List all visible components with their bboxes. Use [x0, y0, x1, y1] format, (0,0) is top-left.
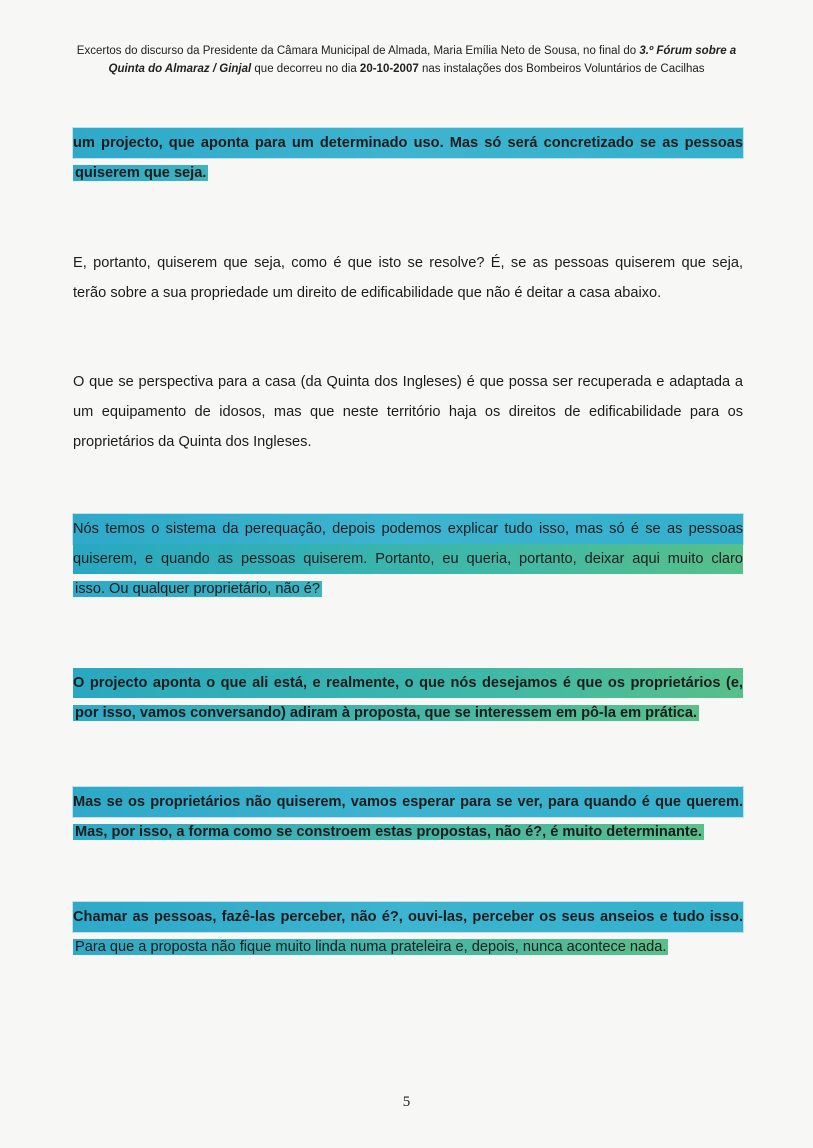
header-forum-title-1: 3.º Fórum sobre a	[639, 45, 737, 57]
paragraph-line: quiserem que seja.	[75, 165, 207, 181]
paragraph-line: Mas, por isso, a forma como se constroem estas propostas, não é?, é muito determinante.	[75, 824, 702, 840]
page-header	[70, 42, 743, 78]
paragraph-line: E, portanto, quiserem que seja, como é que isto se resolve? É, se as pessoas quiserem que seja,	[73, 255, 743, 271]
header-date: 20-10-2007	[359, 63, 419, 75]
paragraph-line: terão sobre a sua propriedade um direito de edificabilidade que não é deitar a casa abaixo.	[73, 285, 662, 301]
paragraph-2	[73, 248, 743, 308]
paragraph-line-wrap	[73, 932, 743, 962]
paragraph-3	[73, 367, 743, 457]
paragraph-1	[73, 128, 743, 188]
paragraph-line: um projecto, que aponta para um determinado uso. Mas só será concretizado se as pessoas	[73, 128, 743, 158]
paragraph-line: O que se perspectiva para a casa (da Quinta dos Ingleses) é que possa ser recuperada e adaptada a	[73, 374, 743, 390]
paragraph-line: por isso, vamos conversando) adiram à proposta, que se interessem em pô-la em prática.	[75, 705, 698, 721]
paragraph-line: Para que a proposta não fique muito linda numa prateleira e, depois, nunca acontece nada.	[75, 939, 667, 955]
paragraph-4	[73, 514, 743, 604]
paragraph-line: um equipamento de idosos, mas que neste território haja os direitos de edificabilidade para os	[73, 404, 743, 420]
header-text-2: que decorreu no dia	[251, 63, 360, 75]
paragraph-line: quiserem, e quando as pessoas quiserem. Portanto, eu queria, portanto, deixar aqui muito claro	[73, 544, 743, 574]
paragraph-line: Chamar as pessoas, fazê-las perceber, não é?, ouvi-las, perceber os seus anseios e tudo isso.	[73, 902, 743, 932]
paragraph-line: isso. Ou qualquer proprietário, não é?	[75, 581, 321, 597]
paragraph-5	[73, 668, 743, 728]
paragraph-line-wrap	[73, 158, 743, 188]
header-text-1: Excertos do discurso da Presidente da Câmara Municipal de Almada, Maria Emília Neto de Sousa, no final do	[76, 45, 640, 57]
paragraph-line-wrap	[73, 574, 743, 604]
header-forum-title-2: Quinta do Almaraz / Ginjal	[108, 63, 252, 75]
paragraph-line: Mas se os proprietários não quiserem, vamos esperar para se ver, para quando é que querem.	[73, 787, 743, 817]
paragraph-line: O projecto aponta o que ali está, e realmente, o que nós desejamos é que os proprietários (e,	[73, 668, 743, 698]
paragraph-6	[73, 787, 743, 847]
paragraph-line: proprietários da Quinta dos Ingleses.	[73, 434, 312, 450]
header-text-3: nas instalações dos Bombeiros Voluntários de Cacilhas	[418, 63, 705, 75]
page-number: 5	[402, 1094, 411, 1110]
paragraph-line-wrap	[73, 698, 743, 728]
paragraph-7	[73, 902, 743, 962]
paragraph-line: Nós temos o sistema da perequação, depois podemos explicar tudo isso, mas só é se as pessoas	[73, 514, 743, 544]
paragraph-line-wrap	[73, 817, 743, 847]
